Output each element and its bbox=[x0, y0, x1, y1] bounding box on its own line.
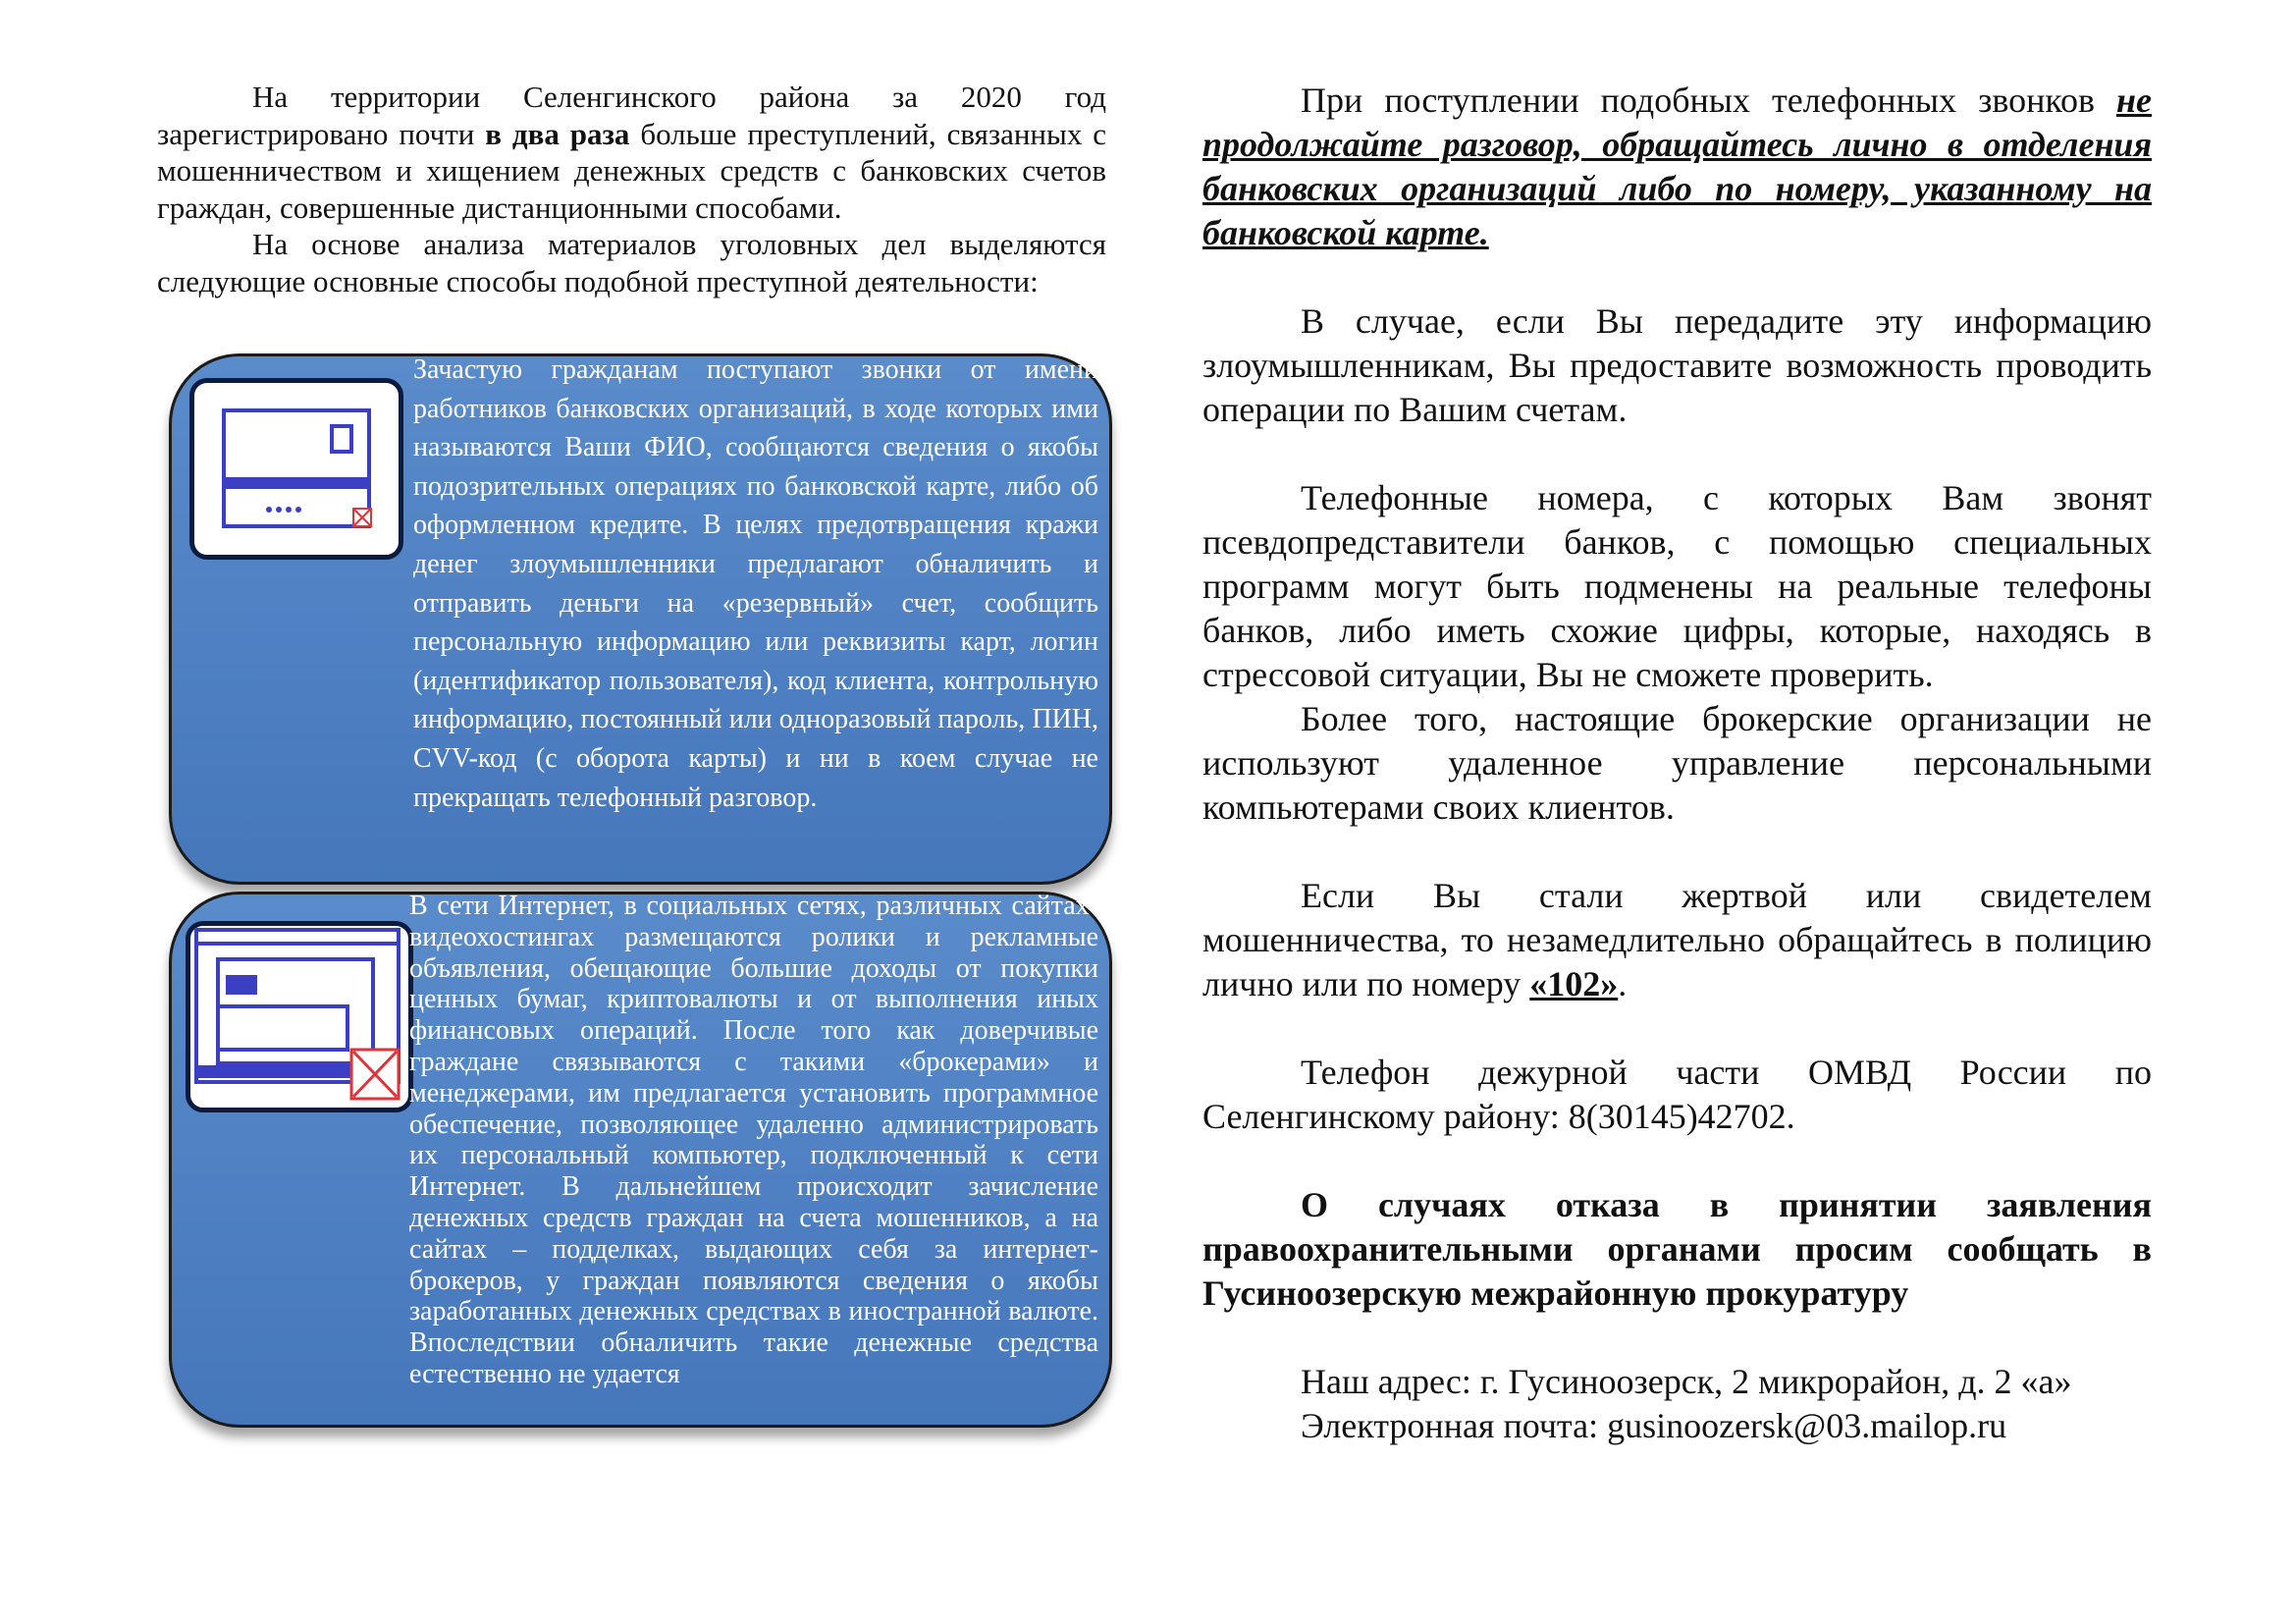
bank-card-icon bbox=[189, 378, 403, 560]
intro-paragraph-1 bbox=[157, 79, 1106, 226]
intro-text: На территории Селенгинского района за 2020 год зарегистрировано почти bbox=[157, 80, 1106, 151]
advice-paragraph-3: Телефонные номера, с которых Вам звонят псевдопредставители банков, с помощью специальных программ могут быть подменены на реальные телефоны банков, либо иметь схожие цифры, которые, находясь в стрессовой ситуации, Вы не сможете проверить. bbox=[1202, 478, 2152, 694]
scheme-card-fake-brokers bbox=[169, 892, 1112, 1428]
police-text: Если Вы стали жертвой или свидетелем мошенничества, то незамедлительно обращайтесь в полицию лично или по номеру bbox=[1202, 876, 2152, 1003]
period: . bbox=[1618, 964, 1628, 1003]
intro-paragraph-2: На основе анализа материалов уголовных дел выделяются следующие основные способы подобной преступной деятельности: bbox=[157, 227, 1106, 298]
prosecutor-notice: О случаях отказа в принятии заявления правоохранительными органами просим сообщать в Гусиноозерскую межрайонную прокуратуру bbox=[1202, 1185, 2152, 1313]
advice-paragraph-2: В случае, если Вы передадите эту информацию злоумышленникам, Вы предоставите возможность проводить операции по Вашим счетам. bbox=[1202, 301, 2152, 429]
duty-phone-paragraph: Телефон дежурной части ОМВД России по Селенгинскому району: 8(30145)42702. bbox=[1202, 1053, 2152, 1136]
scheme-card-phone-calls bbox=[169, 353, 1112, 885]
computer-screen-icon bbox=[186, 921, 413, 1112]
advice-paragraph-4: Более того, настоящие брокерские организации не используют удаленное управление персональными компьютерами своих клиентов. bbox=[1202, 699, 2152, 827]
address-line: Наш адрес: г. Гусиноозерск, 2 микрорайон, д. 2 «а» bbox=[1301, 1362, 2072, 1401]
advice-paragraph-5 bbox=[1202, 874, 2152, 1006]
scheme-text-fake-brokers: В сети Интернет, в социальных сетях, различных сайтах-видеохостингах размещаются ролики и рекламные объявления, обещающие большие доходы от покупки ценных бумаг, криптовалюты и от выполнения иных финансовых операций. После того как доверчивые граждане связываются с такими «брокерами» и менеджерами, им предлагается установить программное обеспечение, позволяющее удаленно администрировать их персональный компьютер, подключенный к сети Интернет. В дальнейшем происходит зачисление денежных средств граждан на счета мошенников, а на сайтах – подделках, выдающих себя за интернет-брокеров, у граждан появляются сведения о якобы заработанных денежных средствах в иностранной валюте. Впоследствии обналичить такие денежные средства естественно не удается bbox=[409, 891, 1098, 1389]
advice-emphasis: не продолжайте разговор, обращайтесь лично в отделения банковских организаций либо по номеру, указанному на банковской карте. bbox=[1202, 81, 2152, 252]
advice-text: При поступлении подобных телефонных звонков bbox=[1301, 81, 2117, 120]
police-number: «102» bbox=[1529, 964, 1619, 1003]
intro-section bbox=[157, 79, 1106, 299]
intro-bold-text: в два раза bbox=[485, 116, 630, 151]
intro-text-cont: больше преступлений, связанных с мошенничеством и хищением денежных средств с банковских счетов граждан, совершенные дистанционными способами. bbox=[157, 116, 1107, 225]
advice-paragraph-1 bbox=[1202, 79, 2152, 255]
email-line: Электронная почта: gusinoozersk@03.mailop.ru bbox=[1301, 1406, 2007, 1445]
advice-section bbox=[1202, 79, 2152, 1448]
scheme-text-phone-calls: Зачастую гражданам поступают звонки от имени работников банковских организаций, в ходе которых ими называются Ваши ФИО, сообщаются сведения о якобы подозрительных операциях по банковской карте, либо об оформленном кредите. В целях предотвращения кражи денег злоумышленники предлагают обналичить и отправить деньги на «резервный» счет, сообщить персональную информацию или реквизиты карт, логин (идентификатор пользователя), код клиента, контрольную информацию, постоянный или одноразовый пароль, ПИН, CVV-код (с оборота карты) и ни в коем случае не прекращать телефонный разговор. bbox=[413, 354, 1098, 813]
